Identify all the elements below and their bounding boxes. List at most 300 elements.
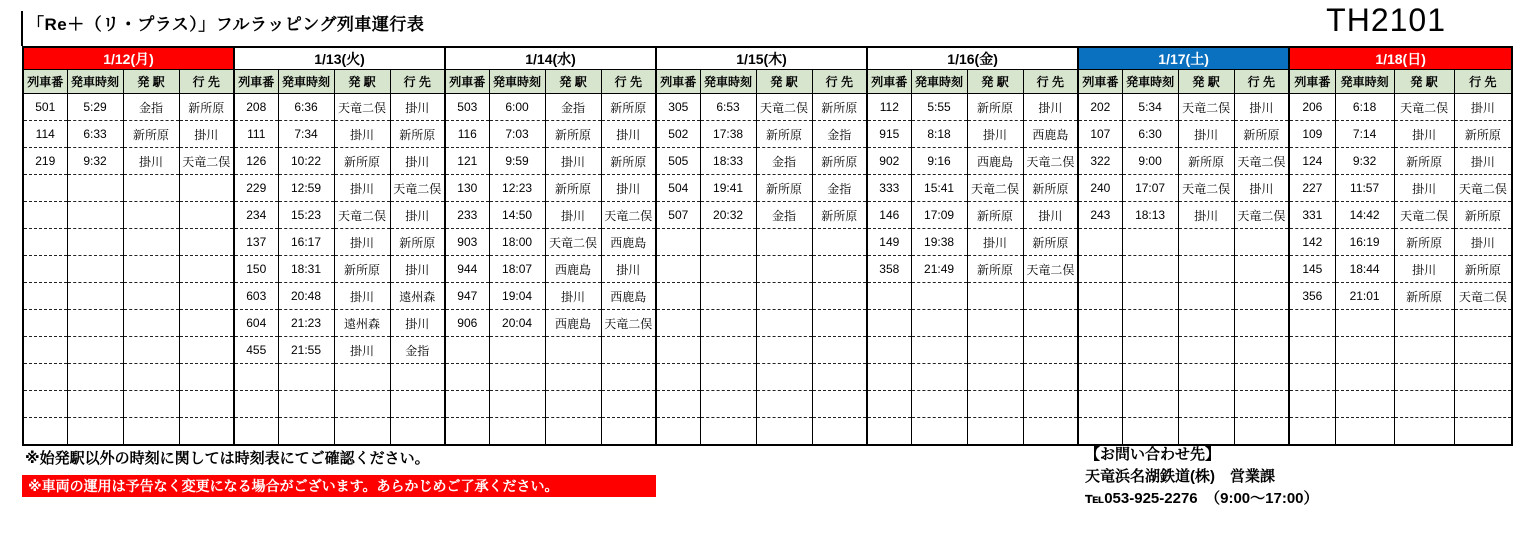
destination-cell [1234, 310, 1289, 337]
origin-station-cell: 新所原 [545, 175, 601, 202]
destination-cell: 掛川 [601, 175, 656, 202]
destination-cell: 金指 [390, 337, 445, 364]
train-number-cell: 505 [656, 148, 700, 175]
destination-cell: 新所原 [179, 94, 234, 121]
origin-station-cell: 新所原 [334, 256, 390, 283]
destination-cell [1234, 364, 1289, 391]
destination-cell [601, 364, 656, 391]
destination-cell: 新所原 [812, 148, 867, 175]
train-number-cell: 126 [234, 148, 278, 175]
timetable-head [23, 47, 1512, 94]
departure-time-cell [911, 310, 967, 337]
train-number-cell [867, 391, 911, 418]
departure-time-cell [489, 418, 545, 446]
departure-time-cell [67, 256, 123, 283]
origin-station-cell: 新所原 [1394, 283, 1454, 310]
train-number-cell [867, 337, 911, 364]
origin-station-cell: 金指 [756, 202, 812, 229]
origin-station-cell [967, 310, 1023, 337]
departure-time-cell [700, 283, 756, 310]
destination-cell: 西鹿島 [1023, 121, 1078, 148]
train-code-label: TH2101 [1326, 2, 1446, 38]
origin-station-cell: 新所原 [756, 175, 812, 202]
destination-cell [1454, 310, 1512, 337]
departure-time-cell [911, 391, 967, 418]
day-header: 1/13(火) [234, 47, 445, 70]
destination-cell: 新所原 [1023, 229, 1078, 256]
departure-time-cell: 19:04 [489, 283, 545, 310]
departure-time-cell: 12:23 [489, 175, 545, 202]
train-number-cell: 503 [445, 94, 489, 121]
destination-cell [390, 418, 445, 446]
column-header: 発 駅 [123, 70, 179, 94]
departure-time-cell: 12:59 [278, 175, 334, 202]
departure-time-cell [278, 364, 334, 391]
origin-station-cell [123, 418, 179, 446]
column-header: 行 先 [812, 70, 867, 94]
destination-cell [179, 337, 234, 364]
destination-cell: 新所原 [601, 94, 656, 121]
departure-time-cell [1122, 418, 1178, 446]
origin-station-cell: 新所原 [545, 121, 601, 148]
origin-station-cell [756, 337, 812, 364]
departure-time-cell: 17:09 [911, 202, 967, 229]
origin-station-cell [123, 391, 179, 418]
departure-time-cell: 18:31 [278, 256, 334, 283]
train-number-cell [23, 391, 67, 418]
departure-time-cell: 5:34 [1122, 94, 1178, 121]
origin-station-cell [123, 337, 179, 364]
train-number-cell: 219 [23, 148, 67, 175]
train-number-cell [867, 418, 911, 446]
timetable [22, 46, 1513, 446]
train-number-cell: 604 [234, 310, 278, 337]
destination-cell: 天竜二俣 [601, 310, 656, 337]
train-number-cell [1078, 337, 1122, 364]
origin-station-cell [1178, 364, 1234, 391]
destination-cell [1454, 364, 1512, 391]
note-timetable-confirmation: ※始発駅以外の時刻に関しては時刻表にてご確認ください。 [25, 450, 430, 467]
departure-time-cell [278, 391, 334, 418]
timetable-row [23, 229, 1512, 256]
timetable-row [23, 283, 1512, 310]
train-number-cell [1078, 364, 1122, 391]
destination-cell [601, 391, 656, 418]
train-number-cell [656, 364, 700, 391]
train-number-cell: 234 [234, 202, 278, 229]
origin-station-cell [1178, 310, 1234, 337]
train-number-cell [1078, 256, 1122, 283]
origin-station-cell [1394, 310, 1454, 337]
train-number-cell: 114 [23, 121, 67, 148]
departure-time-cell [700, 256, 756, 283]
departure-time-cell [700, 229, 756, 256]
train-number-cell [234, 418, 278, 446]
train-number-cell: 906 [445, 310, 489, 337]
train-number-cell [656, 418, 700, 446]
destination-cell: 新所原 [390, 229, 445, 256]
departure-time-cell: 6:53 [700, 94, 756, 121]
train-number-cell [1078, 283, 1122, 310]
departure-time-cell: 9:32 [1335, 148, 1394, 175]
destination-cell [390, 364, 445, 391]
destination-cell [812, 310, 867, 337]
departure-time-cell: 6:33 [67, 121, 123, 148]
departure-time-cell: 9:00 [1122, 148, 1178, 175]
departure-time-cell: 18:13 [1122, 202, 1178, 229]
destination-cell: 新所原 [812, 94, 867, 121]
origin-station-cell [756, 310, 812, 337]
train-number-cell [23, 418, 67, 446]
destination-cell [812, 337, 867, 364]
origin-station-cell [123, 202, 179, 229]
column-header: 列車番 [23, 70, 67, 94]
origin-station-cell [756, 283, 812, 310]
destination-cell [1023, 364, 1078, 391]
destination-cell: 新所原 [1023, 175, 1078, 202]
column-header: 行 先 [1023, 70, 1078, 94]
train-number-cell [23, 229, 67, 256]
origin-station-cell: 掛川 [334, 283, 390, 310]
column-header: 列車番 [1289, 70, 1335, 94]
train-number-cell: 305 [656, 94, 700, 121]
departure-time-cell [67, 202, 123, 229]
train-number-cell [23, 310, 67, 337]
departure-time-cell [67, 310, 123, 337]
column-header: 列車番 [1078, 70, 1122, 94]
destination-cell: 天竜二俣 [601, 202, 656, 229]
title-left-rule [21, 11, 23, 46]
origin-station-cell [1178, 256, 1234, 283]
destination-cell [1023, 418, 1078, 446]
origin-station-cell [123, 175, 179, 202]
departure-time-cell [67, 337, 123, 364]
train-number-cell: 146 [867, 202, 911, 229]
departure-time-cell: 9:59 [489, 148, 545, 175]
column-header: 発車時刻 [911, 70, 967, 94]
departure-time-cell: 20:48 [278, 283, 334, 310]
departure-time-cell: 11:57 [1335, 175, 1394, 202]
train-number-cell: 947 [445, 283, 489, 310]
destination-cell: 新所原 [601, 148, 656, 175]
origin-station-cell: 掛川 [545, 283, 601, 310]
destination-cell: 掛川 [1234, 94, 1289, 121]
destination-cell [812, 283, 867, 310]
destination-cell: 掛川 [390, 202, 445, 229]
origin-station-cell [1394, 337, 1454, 364]
timetable-row [23, 391, 1512, 418]
origin-station-cell: 掛川 [545, 202, 601, 229]
destination-cell: 西鹿島 [601, 283, 656, 310]
departure-time-cell: 18:00 [489, 229, 545, 256]
column-header: 発 駅 [334, 70, 390, 94]
departure-time-cell [1335, 391, 1394, 418]
origin-station-cell [1394, 391, 1454, 418]
departure-time-cell [911, 418, 967, 446]
destination-cell: 金指 [812, 175, 867, 202]
column-header: 発 駅 [756, 70, 812, 94]
origin-station-cell: 金指 [545, 94, 601, 121]
destination-cell [1454, 337, 1512, 364]
origin-station-cell [545, 364, 601, 391]
train-number-cell: 243 [1078, 202, 1122, 229]
origin-station-cell: 天竜二俣 [967, 175, 1023, 202]
departure-time-cell [1122, 283, 1178, 310]
destination-cell: 掛川 [1454, 94, 1512, 121]
train-number-cell [656, 283, 700, 310]
origin-station-cell [1178, 418, 1234, 446]
column-header: 発 駅 [967, 70, 1023, 94]
destination-cell [1234, 337, 1289, 364]
destination-cell: 天竜二俣 [390, 175, 445, 202]
departure-time-cell [700, 364, 756, 391]
departure-time-cell [1122, 310, 1178, 337]
origin-station-cell [545, 418, 601, 446]
destination-cell: 掛川 [390, 148, 445, 175]
departure-time-cell [1122, 364, 1178, 391]
origin-station-cell: 新所原 [334, 148, 390, 175]
departure-time-cell [67, 391, 123, 418]
destination-cell [179, 418, 234, 446]
origin-station-cell: 金指 [756, 148, 812, 175]
departure-time-cell [67, 175, 123, 202]
departure-time-cell [911, 337, 967, 364]
origin-station-cell: 掛川 [1394, 256, 1454, 283]
origin-station-cell: 掛川 [1394, 121, 1454, 148]
departure-time-cell [489, 337, 545, 364]
departure-time-cell: 9:32 [67, 148, 123, 175]
destination-cell: 天竜二俣 [179, 148, 234, 175]
destination-cell [179, 202, 234, 229]
timetable-row [23, 175, 1512, 202]
train-number-cell: 915 [867, 121, 911, 148]
train-number-cell [445, 418, 489, 446]
departure-time-cell: 6:30 [1122, 121, 1178, 148]
train-number-cell [1289, 418, 1335, 446]
departure-time-cell: 19:41 [700, 175, 756, 202]
day-header: 1/16(金) [867, 47, 1078, 70]
column-header: 発 駅 [545, 70, 601, 94]
destination-cell [179, 229, 234, 256]
train-number-cell: 109 [1289, 121, 1335, 148]
day-header: 1/12(月) [23, 47, 234, 70]
destination-cell: 掛川 [390, 256, 445, 283]
origin-station-cell: 天竜二俣 [334, 94, 390, 121]
departure-time-cell [1122, 256, 1178, 283]
column-header: 行 先 [390, 70, 445, 94]
train-number-cell [445, 391, 489, 418]
origin-station-cell [967, 364, 1023, 391]
day-header: 1/18(日) [1289, 47, 1512, 70]
train-number-cell: 202 [1078, 94, 1122, 121]
destination-cell: 新所原 [1454, 202, 1512, 229]
origin-station-cell [545, 391, 601, 418]
train-number-cell [1078, 391, 1122, 418]
train-number-cell [656, 310, 700, 337]
departure-time-cell: 21:55 [278, 337, 334, 364]
train-number-cell [23, 283, 67, 310]
train-number-cell: 333 [867, 175, 911, 202]
destination-cell [601, 418, 656, 446]
destination-cell [179, 364, 234, 391]
destination-cell [179, 310, 234, 337]
train-number-cell: 240 [1078, 175, 1122, 202]
departure-time-cell: 15:23 [278, 202, 334, 229]
train-number-cell: 322 [1078, 148, 1122, 175]
departure-time-cell [1335, 364, 1394, 391]
column-header: 行 先 [1454, 70, 1512, 94]
destination-cell: 天竜二俣 [1234, 202, 1289, 229]
train-number-cell: 124 [1289, 148, 1335, 175]
destination-cell [1234, 391, 1289, 418]
train-number-cell: 107 [1078, 121, 1122, 148]
train-number-cell: 504 [656, 175, 700, 202]
train-number-cell [1078, 310, 1122, 337]
departure-time-cell [67, 418, 123, 446]
destination-cell [179, 256, 234, 283]
train-number-cell: 502 [656, 121, 700, 148]
column-header: 行 先 [1234, 70, 1289, 94]
departure-time-cell: 7:14 [1335, 121, 1394, 148]
departure-time-cell: 20:04 [489, 310, 545, 337]
destination-cell: 掛川 [1234, 175, 1289, 202]
origin-station-cell: 掛川 [334, 175, 390, 202]
departure-time-cell: 21:01 [1335, 283, 1394, 310]
origin-station-cell [1178, 229, 1234, 256]
train-number-cell: 944 [445, 256, 489, 283]
origin-station-cell [334, 418, 390, 446]
timetable-row [23, 364, 1512, 391]
origin-station-cell [123, 229, 179, 256]
timetable-row [23, 148, 1512, 175]
origin-station-cell: 新所原 [756, 121, 812, 148]
train-number-cell [234, 391, 278, 418]
origin-station-cell: 天竜二俣 [545, 229, 601, 256]
destination-cell [179, 283, 234, 310]
timetable-row [23, 418, 1512, 446]
day-header: 1/17(土) [1078, 47, 1289, 70]
destination-cell [1234, 418, 1289, 446]
departure-time-cell: 7:34 [278, 121, 334, 148]
destination-cell: 金指 [812, 121, 867, 148]
departure-time-cell [1122, 337, 1178, 364]
destination-cell [812, 256, 867, 283]
origin-station-cell: 西鹿島 [967, 148, 1023, 175]
departure-time-cell: 10:22 [278, 148, 334, 175]
origin-station-cell: 新所原 [123, 121, 179, 148]
train-number-cell [867, 283, 911, 310]
departure-time-cell [1335, 418, 1394, 446]
column-header: 発車時刻 [1122, 70, 1178, 94]
destination-cell [1234, 283, 1289, 310]
departure-time-cell [700, 337, 756, 364]
departure-time-cell [1122, 229, 1178, 256]
destination-cell [1454, 418, 1512, 446]
column-header: 行 先 [601, 70, 656, 94]
origin-station-cell: 新所原 [1178, 148, 1234, 175]
origin-station-cell [123, 310, 179, 337]
destination-cell: 掛川 [390, 94, 445, 121]
destination-cell [179, 175, 234, 202]
origin-station-cell: 天竜二俣 [334, 202, 390, 229]
train-number-cell [1078, 229, 1122, 256]
destination-cell: 新所原 [390, 121, 445, 148]
train-number-cell: 356 [1289, 283, 1335, 310]
origin-station-cell [967, 283, 1023, 310]
train-number-cell [1078, 418, 1122, 446]
origin-station-cell [967, 337, 1023, 364]
departure-time-cell: 16:19 [1335, 229, 1394, 256]
train-number-cell: 137 [234, 229, 278, 256]
timetable-row [23, 202, 1512, 229]
train-number-cell [445, 337, 489, 364]
train-number-cell: 331 [1289, 202, 1335, 229]
train-number-cell: 233 [445, 202, 489, 229]
origin-station-cell: 天竜二俣 [1394, 202, 1454, 229]
column-header: 発車時刻 [67, 70, 123, 94]
destination-cell: 掛川 [179, 121, 234, 148]
train-number-cell [867, 364, 911, 391]
departure-time-cell [911, 283, 967, 310]
destination-cell [1234, 256, 1289, 283]
destination-cell [179, 391, 234, 418]
train-number-cell [234, 364, 278, 391]
destination-cell: 掛川 [1454, 229, 1512, 256]
train-number-cell [656, 256, 700, 283]
departure-time-cell [700, 310, 756, 337]
train-number-cell [656, 229, 700, 256]
destination-cell: 新所原 [1234, 121, 1289, 148]
origin-station-cell: 新所原 [967, 202, 1023, 229]
departure-time-cell: 6:18 [1335, 94, 1394, 121]
column-header: 列車番 [234, 70, 278, 94]
departure-time-cell [489, 391, 545, 418]
destination-cell [1023, 310, 1078, 337]
destination-cell: 天竜二俣 [1454, 175, 1512, 202]
train-number-cell: 150 [234, 256, 278, 283]
train-number-cell: 149 [867, 229, 911, 256]
column-header: 列車番 [445, 70, 489, 94]
timetable-body [23, 94, 1512, 446]
train-number-cell: 902 [867, 148, 911, 175]
timetable-row [23, 310, 1512, 337]
departure-time-cell [278, 418, 334, 446]
destination-cell: 掛川 [1023, 94, 1078, 121]
destination-cell [812, 364, 867, 391]
contact-tel: ℡053-925-2276 （9:00～17:00） [1085, 490, 1319, 507]
departure-time-cell: 14:50 [489, 202, 545, 229]
train-number-cell: 112 [867, 94, 911, 121]
destination-cell: 掛川 [1023, 202, 1078, 229]
origin-station-cell: 掛川 [967, 229, 1023, 256]
departure-time-cell [67, 283, 123, 310]
origin-station-cell: 掛川 [334, 229, 390, 256]
column-header: 発車時刻 [700, 70, 756, 94]
departure-time-cell: 19:38 [911, 229, 967, 256]
train-number-cell: 111 [234, 121, 278, 148]
departure-time-cell: 21:23 [278, 310, 334, 337]
destination-cell [812, 391, 867, 418]
origin-station-cell [334, 391, 390, 418]
column-header: 発車時刻 [489, 70, 545, 94]
origin-station-cell [967, 418, 1023, 446]
departure-time-cell: 5:55 [911, 94, 967, 121]
timetable-row [23, 121, 1512, 148]
origin-station-cell: 新所原 [1394, 229, 1454, 256]
destination-cell [1454, 391, 1512, 418]
departure-time-cell [489, 364, 545, 391]
departure-time-cell: 21:49 [911, 256, 967, 283]
